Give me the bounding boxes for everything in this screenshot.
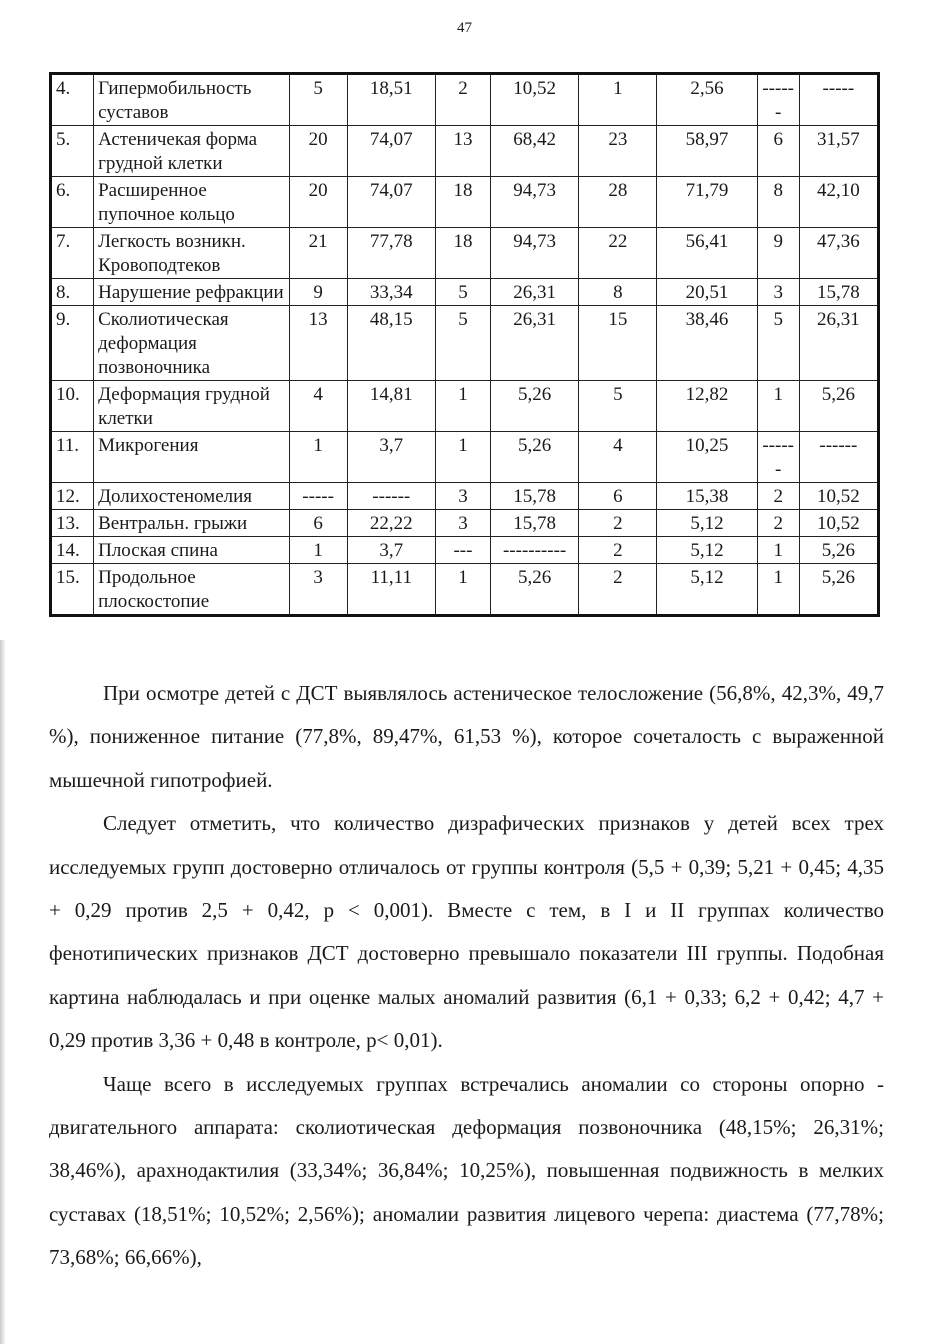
sign-name: Гипермобильность суставов [94, 74, 289, 126]
table-cell: 2,56 [657, 74, 757, 126]
table-row [51, 74, 879, 126]
table-row [51, 432, 879, 483]
table-cell: 1 [579, 74, 657, 126]
table-row [51, 177, 879, 228]
table-cell: 1 [435, 564, 490, 616]
table-cell: 56,41 [657, 228, 757, 279]
table-cell: 3,7 [347, 537, 435, 564]
table-row [51, 510, 879, 537]
table-cell: 5 [579, 381, 657, 432]
table-cell: 71,79 [657, 177, 757, 228]
table-cell: 5 [757, 306, 799, 381]
table-cell: 23 [579, 126, 657, 177]
table-cell: 1 [757, 537, 799, 564]
sign-name: Нарушение рефракции [94, 279, 289, 306]
table-cell: 2 [435, 74, 490, 126]
table-cell: 15,38 [657, 483, 757, 510]
table-cell: 2 [757, 510, 799, 537]
table-cell: 5,26 [491, 564, 579, 616]
sign-name: Долихостеномелия [94, 483, 289, 510]
phenotype-table [49, 72, 880, 617]
row-number: 4. [51, 74, 94, 126]
table-row [51, 228, 879, 279]
sign-name: Вентральн. грыжи [94, 510, 289, 537]
table-cell: 42,10 [799, 177, 878, 228]
row-number: 6. [51, 177, 94, 228]
table-cell: 13 [435, 126, 490, 177]
scan-margin-edge [0, 640, 6, 1344]
table-cell: 1 [757, 381, 799, 432]
table-cell: 15 [579, 306, 657, 381]
table-cell: 4 [579, 432, 657, 483]
table-row [51, 306, 879, 381]
sign-name: Деформация грудной клетки [94, 381, 289, 432]
table-cell: 22 [579, 228, 657, 279]
page-number: 47 [457, 20, 472, 36]
table-cell: 2 [579, 564, 657, 616]
row-number: 7. [51, 228, 94, 279]
row-number: 13. [51, 510, 94, 537]
table-cell: 94,73 [491, 228, 579, 279]
sign-name: Расширенное пупочное кольцо [94, 177, 289, 228]
table-cell: 10,52 [799, 510, 878, 537]
table-cell: 6 [289, 510, 347, 537]
table-cell: 8 [579, 279, 657, 306]
table-cell: 26,31 [491, 279, 579, 306]
table-cell: 20 [289, 177, 347, 228]
table-cell: ------ [799, 432, 878, 483]
table-cell: 5,12 [657, 537, 757, 564]
sign-name: Астеничекая форма грудной клетки [94, 126, 289, 177]
table-cell: 12,82 [657, 381, 757, 432]
paragraph-3: Чаще всего в исследуемых группах встречались аномалии со стороны опорно - двигательного аппарата: сколиотическая деформация позвоночника (48,15%; 26,31%; 38,46%), арахнодактилия (33,34%; 36,84%; 10,25%), повышенная подвижность в мелких суставах (18,51%; 10,52%; 2,56%); аномалии развития лицевого черепа: диастема (77,78%; 73,68%; 66,66%), [49, 1071, 884, 1270]
table-cell: ----- - [757, 432, 799, 483]
table-row [51, 483, 879, 510]
table-row [51, 279, 879, 306]
table-cell: 11,11 [347, 564, 435, 616]
table-cell: 74,07 [347, 126, 435, 177]
table-cell: 15,78 [491, 483, 579, 510]
sign-name: Легкость возникн. Кровоподтеков [94, 228, 289, 279]
table-cell: 94,73 [491, 177, 579, 228]
table-cell: 5,26 [491, 432, 579, 483]
table-cell: 6 [757, 126, 799, 177]
table-cell: 5 [289, 74, 347, 126]
table-cell: 5,26 [799, 537, 878, 564]
table-cell: 5 [435, 279, 490, 306]
table-cell: 1 [435, 381, 490, 432]
table-cell: 31,57 [799, 126, 878, 177]
table-cell: 14,81 [347, 381, 435, 432]
table-cell: 2 [757, 483, 799, 510]
table-cell: 15,78 [491, 510, 579, 537]
table-cell: 5,12 [657, 564, 757, 616]
table-cell: 3 [435, 483, 490, 510]
table-cell: --- [435, 537, 490, 564]
paragraph-2: Следует отметить, что количество дизрафических признаков у детей всех трех исследуемых групп достоверно отличалось от группы контроля (5,5 + 0,39; 5,21 + 0,45; 4,35 + 0,29 против 2,5 + 0,42, р < 0,001). Вместе с тем, в I и II группах количество фенотипических признаков ДСТ достоверно превышало показатели III группы. Подобная картина наблюдалась и при оценке малых аномалий развития (6,1 + 0,33; 6,2 + 0,42; 4,7 + 0,29 против 3,36 + 0,48 в контроле, р< 0,01). [49, 811, 884, 1053]
table-cell: 8 [757, 177, 799, 228]
table-cell: 10,52 [799, 483, 878, 510]
sign-name: Микрогения [94, 432, 289, 483]
row-number: 10. [51, 381, 94, 432]
table-cell: 58,97 [657, 126, 757, 177]
table-cell: 5,12 [657, 510, 757, 537]
table-cell: 1 [435, 432, 490, 483]
table-cell: ----- [799, 74, 878, 126]
table-cell: 1 [757, 564, 799, 616]
paragraph-1: При осмотре детей с ДСТ выявлялось астеническое телосложение (56,8%, 42,3%, 49,7 %), пониженное питание (77,8%, 89,47%, 61,53 %), которое сочеталость с выраженной мышечной гипотрофией. [49, 681, 884, 792]
sign-name: Плоская спина [94, 537, 289, 564]
table-cell: 28 [579, 177, 657, 228]
table-cell: 6 [579, 483, 657, 510]
body-text [49, 672, 884, 1280]
table-cell: 20 [289, 126, 347, 177]
table-cell: 9 [757, 228, 799, 279]
table-row [51, 381, 879, 432]
table-cell: 10,25 [657, 432, 757, 483]
table-cell: 18,51 [347, 74, 435, 126]
table-cell: 2 [579, 510, 657, 537]
table-cell: 68,42 [491, 126, 579, 177]
table-cell: 3 [289, 564, 347, 616]
table-cell: 1 [289, 537, 347, 564]
table-cell: 77,78 [347, 228, 435, 279]
table-cell: 5 [435, 306, 490, 381]
table-cell: 18 [435, 177, 490, 228]
table-cell: 3 [435, 510, 490, 537]
table-cell: 26,31 [491, 306, 579, 381]
table-cell: 10,52 [491, 74, 579, 126]
row-number: 11. [51, 432, 94, 483]
table-cell: 26,31 [799, 306, 878, 381]
row-number: 14. [51, 537, 94, 564]
table-cell: 5,26 [799, 564, 878, 616]
table-cell: 9 [289, 279, 347, 306]
table-cell: 5,26 [491, 381, 579, 432]
table-cell: ----- [289, 483, 347, 510]
table-cell: 5,26 [799, 381, 878, 432]
table-cell: 74,07 [347, 177, 435, 228]
table-cell: ---------- [491, 537, 579, 564]
table-cell: 13 [289, 306, 347, 381]
table-cell: ------ [347, 483, 435, 510]
row-number: 8. [51, 279, 94, 306]
table-cell: 20,51 [657, 279, 757, 306]
table-cell: 3,7 [347, 432, 435, 483]
table-cell: 15,78 [799, 279, 878, 306]
row-number: 15. [51, 564, 94, 616]
table-row [51, 537, 879, 564]
table-cell: 4 [289, 381, 347, 432]
table-cell: 38,46 [657, 306, 757, 381]
sign-name: Сколиотическая деформация позвоночника [94, 306, 289, 381]
row-number: 5. [51, 126, 94, 177]
table-cell: 1 [289, 432, 347, 483]
row-number: 9. [51, 306, 94, 381]
table-cell: 22,22 [347, 510, 435, 537]
table-cell: 33,34 [347, 279, 435, 306]
table-cell: 47,36 [799, 228, 878, 279]
table-body [51, 74, 879, 616]
table-cell: 48,15 [347, 306, 435, 381]
table-cell: 21 [289, 228, 347, 279]
table-cell: ----- - [757, 74, 799, 126]
table-cell: 18 [435, 228, 490, 279]
table-cell: 2 [579, 537, 657, 564]
table-cell: 3 [757, 279, 799, 306]
table-row [51, 564, 879, 616]
row-number: 12. [51, 483, 94, 510]
sign-name: Продольное плоскостопие [94, 564, 289, 616]
table-row [51, 126, 879, 177]
